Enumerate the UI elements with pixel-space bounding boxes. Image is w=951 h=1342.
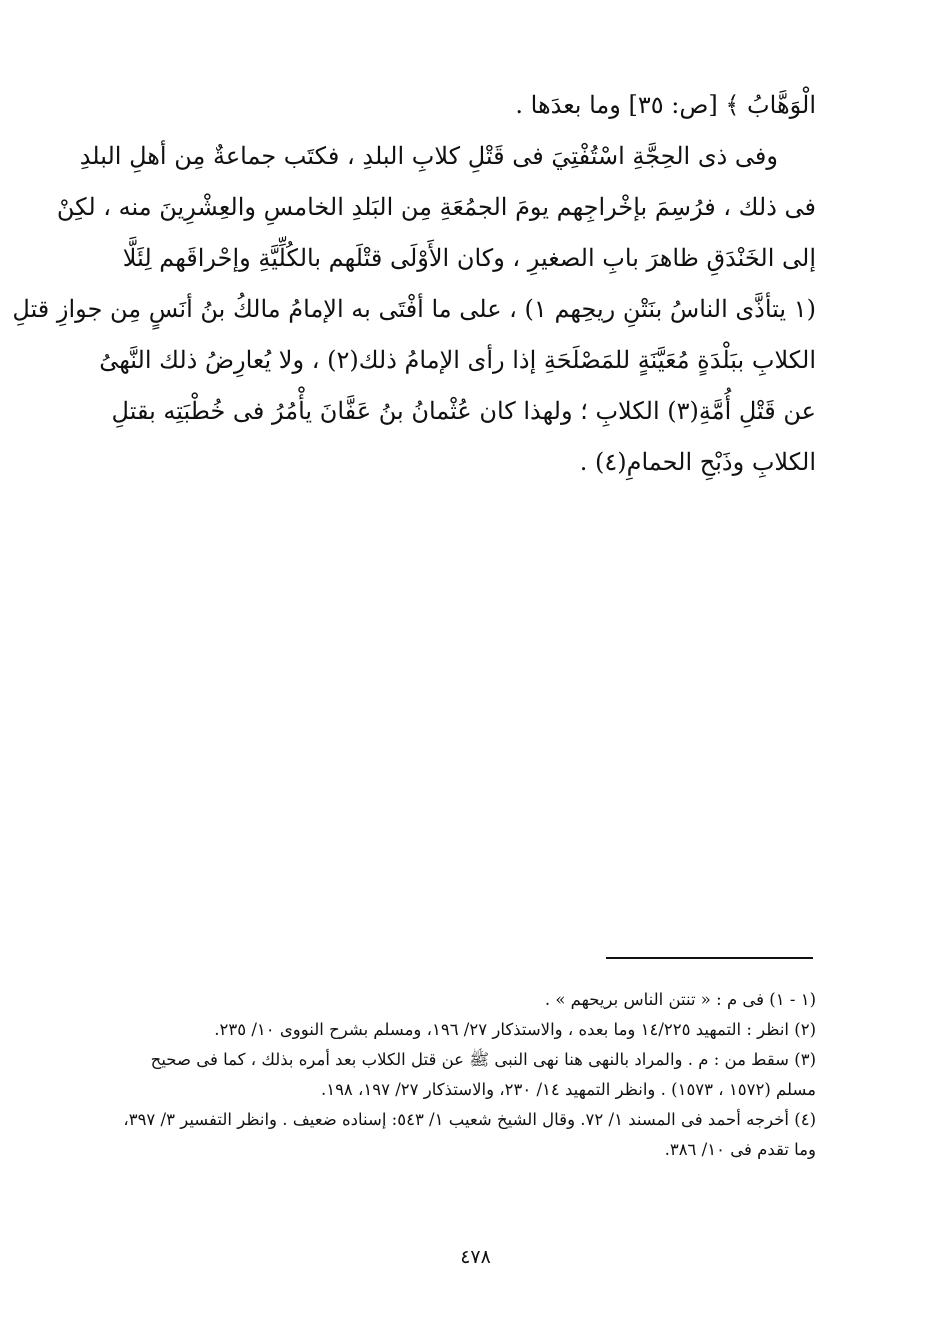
text-line: الكلابِ وذَبْحِ الحمامِ(٤) . [579,448,816,476]
footnote-separator [606,957,813,959]
text-line: فى ذلك ، فرُسِمَ بإخْراجِهم يومَ الجمُعَةِ مِن البَلدِ الخامسِ والعِشْرِينَ منه ، لكِنْ [56,193,816,221]
page-number: ٤٧٨ [460,1246,491,1268]
footnotes-block [104,985,816,1165]
footnote-line: (٢) انظر : التمهيد ١٤/٢٢٥ وما بعده ، والاستذكار ٢٧/ ١٩٦، ومسلم بشرح النووى ١٠/ ٢٣٥. [214,1020,816,1039]
footnote-line: مسلم (١٥٧٢ ، ١٥٧٣) . وانظر التمهيد ١٤/ ٢٣٠، والاستذكار ٢٧/ ١٩٧، ١٩٨. [320,1080,816,1099]
footnote-line: (٤) أخرجه أحمد فى المسند ١/ ٧٢. وقال الشيخ شعيب ١/ ٥٤٣: إسناده ضعيف . وانظر التفسير ٣/ ٣٩٧، [123,1110,816,1129]
main-text-block [12,80,816,488]
text-line: الكلابِ ببَلْدَةٍ مُعَيَّنَةٍ للمَصْلَحَةِ إذا رأى الإمامُ ذلك(٢) ، ولا يُعارِضُ ذلك النَّهىُ [99,346,816,374]
text-line: إلى الخَنْدَقِ ظاهرَ بابِ الصغيرِ ، وكان الأَوْلَى قتْلَهم بالكُلِّيَّةِ وإحْراقَهم لِئَلَّا [122,244,816,272]
footnote-line: (٣) سقط من : م . والمراد بالنهى هنا نهى النبى ﷺ عن قتل الكلاب بعد أمره بذلك ، كما فى صحيح [150,1050,816,1069]
footnote-line: وما تقدم فى ١٠/ ٣٨٦. [664,1140,816,1159]
text-line: الْوَهَّابُ ﴾ [ص: ٣٥] وما بعدَها . [515,91,816,119]
text-line: وفى ذى الحِجَّةِ اسْتُفْتِيَ فى قَتْلِ كلابِ البلدِ ، فكتَب جماعةٌ مِن أهلِ البلدِ [79,142,778,170]
text-line: عن قَتْلِ أُمَّةِ(٣) الكلابِ ؛ ولهذا كان عُثْمانُ بنُ عَفَّانَ يأْمُرُ فى خُطْبَتِه بقتلِ [111,397,816,425]
text-line: (١ يتأذَّى الناسُ بنَتْنِ ريحِهم ١) ، على ما أفْتَى به الإمامُ مالكُ بنُ أنَسٍ مِن جوازِ قتلِ [12,295,816,323]
footnote-line: (١ - ١) فى م : « تنتن الناس بريحهم » . [544,990,816,1009]
